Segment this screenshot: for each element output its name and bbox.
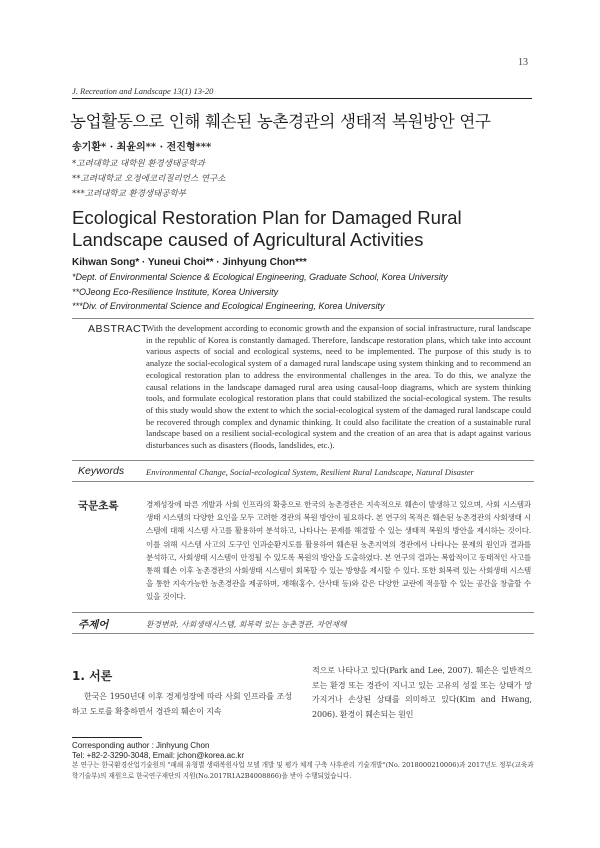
korean-abstract-heading: 국문초록 [78, 500, 119, 512]
section-divider [72, 633, 534, 634]
english-title: Ecological Restoration Plan for Damaged Rural Landscape caused of Agricultural Activities [72, 207, 462, 250]
header-rule [72, 98, 532, 99]
korean-keywords-text: 환경변화, 사회생태시스템, 회복력 있는 농촌경관, 자연재해 [146, 620, 347, 629]
korean-title: 농업활동으로 인해 훼손된 농촌경관의 생태적 복원방안 연구 [70, 112, 491, 131]
footnote-rule [72, 737, 142, 738]
korean-keywords-heading: 주제어 [78, 619, 109, 631]
acknowledgement-text: 본 연구는 한국환경산업기술원의 "패쇄 유형별 생태복원사업 모델 개발 및 평가 체계 구축 사후관리 기술개발"(No. 2018000210006)과 2017년도 정부(교육과학기술부)의 재원으로 한국연구재단의 지원(No.2017R1A2B4008866)을 받아 수행되었습니다. [72, 761, 534, 780]
korean-authors: 송기환* · 최윤의** · 전진형*** [72, 142, 212, 153]
body-paragraph-right: 적으로 나타나고 있다(Park and Lee, 2007). 훼손은 일반적으로는 환경 또는 경관이 지니고 있는 고유의 성질 또는 상태가 망가지거나 손상된 상태를 의미하고 있다(Kim and Hwang, 2006). 환경이 훼손되는 원인 [312, 666, 532, 719]
keywords-text: Environmental Change, Social-ecological System, Resilient Rural Landscape, Natural Disaster [146, 467, 474, 477]
keywords-heading: Keywords [78, 465, 125, 477]
korean-affiliation: ***고려대학교 환경생태공학부 [72, 189, 186, 199]
journal-reference: J. Recreation and Landscape 13(1) 13-20 [72, 86, 214, 96]
section-heading: 1. 서론 [72, 669, 113, 683]
english-affiliation: *Dept. of Environmental Science & Ecological Engineering, Graduate School, Korea University [72, 272, 448, 282]
english-affiliation: ***Div. of Environmental Science and Ecological Engineering, Korea University [72, 301, 385, 311]
abstract-text: With the development according to economic growth and the expansion of social infrastructure, rural landscape in the republic of Korea is constantly damaged. Therefore, landscape restoration plans, which take into account various aspects of social and ecological systems, need to be implemented. The purpose of this study is to analyze the social-ecological system of a damaged rural landscape using system thinking and to recommend an ecological restoration plan to address the environmental challenges in the area. To do this, we analyze the causal relations in the landscape damaged rural area using causal-loop diagrams, which are system thinking tools, and formulate ecological restoration plans that could stabilized the social-ecological system. The results of this study would show the extent to which the social-ecological system of the damaged rural landscape could be recovered through complex and dynamic thinking. It could also facilitate the creation of a sustainable rural landscape based on a resilient social-ecological system and the creation of an area that is adapt against various disturbances such as disasters (floods, landslides, etc.). [146, 323, 531, 451]
english-affiliation: **OJeong Eco-Resilience Institute, Korea University [72, 287, 279, 297]
corresponding-author: Corresponding author : Jinhyung Chon [72, 741, 210, 750]
english-authors: Kihwan Song* · Yuneui Choi** · Jinhyung Chon*** [72, 257, 307, 268]
section-divider [72, 481, 534, 482]
korean-affiliation: *고려대학교 대학원 환경생태공학과 [72, 159, 205, 169]
section-divider [72, 460, 534, 461]
korean-abstract-text: 경제성장에 따른 개발과 사회 인프라의 확충으로 한국의 농촌경관은 지속적으로 훼손이 발생하고 있으며, 사회 시스템과 생태 시스템의 다양한 요인을 모두 고려한 경관의 복원 방안이 필요하다. 본 연구의 목적은 훼손된 농촌경관의 사회생태 시스템에 대해 시스템 사고를 활용하여 분석하고, 나타나는 문제를 해결할 수 있는 생태적 복원의 방안을 제시하는 것이다. 이를 위해 시스템 사고의 도구인 인과순환지도를 활용하여 훼손된 농촌지역의 경관에서 나타나는 문제의 원인과 결과를 분석하고, 사회생태 시스템이 안정될 수 있도록 복원의 방안을 도출하였다. 본 연구의 결과는 복합적이고 동태적인 사고를 통해 훼손 이후 농촌경관의 사회생태 시스템이 회복할 수 있는 방향을 제시할 수 있다. 또한 회복력 있는 사회생태 시스템을 통한 지속가능한 농촌경관을 제공하며, 재해(홍수, 산사태 등)와 같은 다양한 교란에 적응할 수 있는 공간을 창출할 수 있을 것이다. [146, 500, 531, 602]
page-number: 13 [518, 57, 528, 68]
korean-affiliation: **고려대학교 오정에코리질리언스 연구소 [72, 174, 226, 184]
section-divider [72, 612, 534, 613]
abstract-heading: ABSTRACT [88, 323, 149, 335]
contact-line: Tel: +82-2-3290-3048, Email: jchon@korea.ac.kr [72, 751, 244, 760]
section-divider [72, 318, 534, 319]
body-paragraph-left: 한국은 1950년대 이후 경제성장에 따라 사회 인프라를 조성하고 도로를 확충하면서 경관의 훼손이 지속 [72, 692, 292, 716]
